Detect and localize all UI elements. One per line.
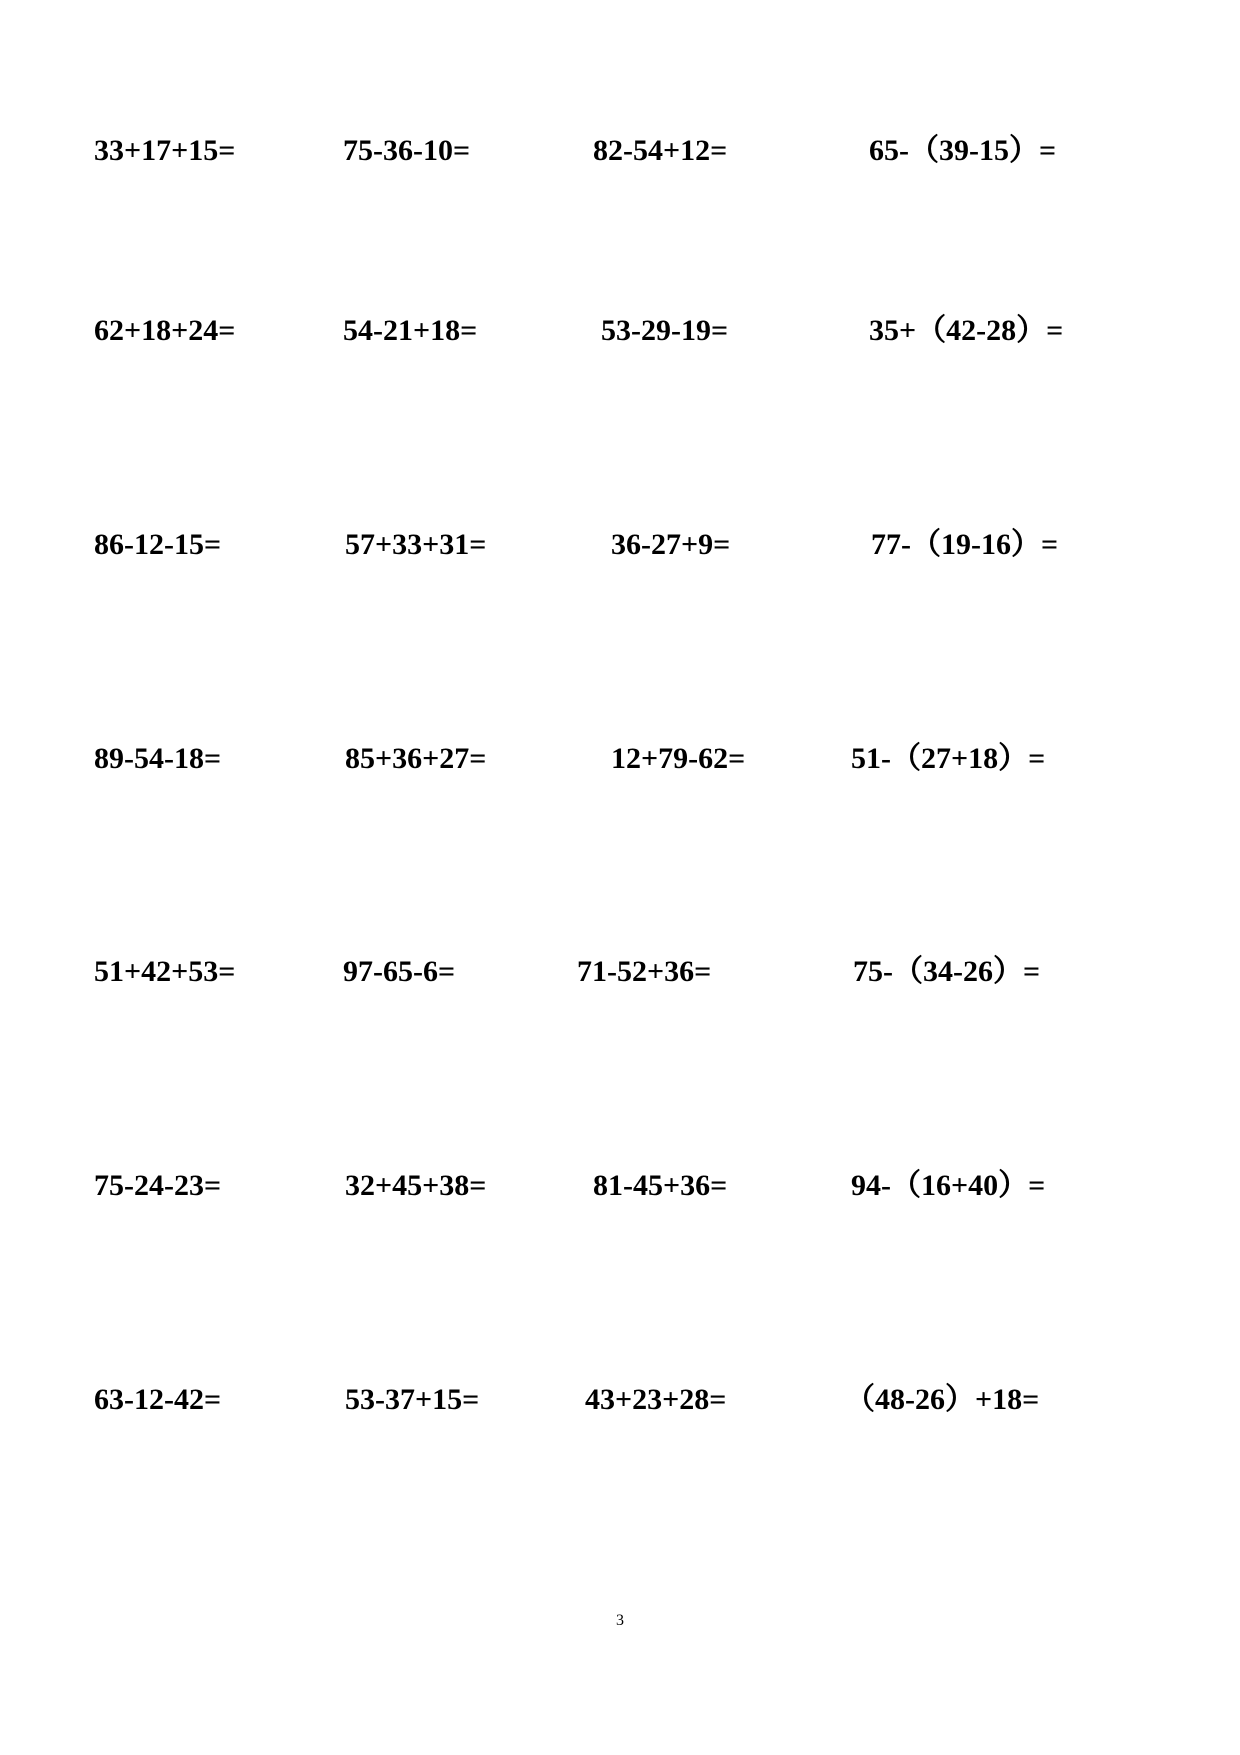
math-problem: 75-24-23= bbox=[94, 1169, 222, 1202]
page-number: 3 bbox=[616, 1612, 624, 1629]
math-problem: 36-27+9= bbox=[611, 528, 731, 561]
math-problem: 43+23+28= bbox=[585, 1383, 727, 1416]
math-problem: 51-（27+18）= bbox=[851, 742, 1046, 775]
problem-row bbox=[0, 1380, 1240, 1420]
math-problem: 97-65-6= bbox=[343, 955, 456, 988]
math-problem: 81-45+36= bbox=[593, 1169, 728, 1202]
math-problem: 57+33+31= bbox=[345, 528, 487, 561]
problem-row bbox=[0, 739, 1240, 779]
math-problem: （48-26）+18= bbox=[845, 1383, 1040, 1416]
math-problem: 85+36+27= bbox=[345, 742, 487, 775]
math-problem: 65-（39-15）= bbox=[869, 134, 1057, 167]
math-problem: 53-29-19= bbox=[601, 314, 729, 347]
math-problem: 33+17+15= bbox=[94, 134, 236, 167]
math-problem: 75-（34-26）= bbox=[853, 955, 1041, 988]
math-problem: 94-（16+40）= bbox=[851, 1169, 1046, 1202]
problem-row bbox=[0, 311, 1240, 351]
problem-row bbox=[0, 1166, 1240, 1206]
math-problem: 53-37+15= bbox=[345, 1383, 480, 1416]
math-problem: 82-54+12= bbox=[593, 134, 728, 167]
problem-row bbox=[0, 131, 1240, 171]
math-problem: 62+18+24= bbox=[94, 314, 236, 347]
problem-row bbox=[0, 952, 1240, 992]
math-problem: 77-（19-16）= bbox=[871, 528, 1059, 561]
math-problem: 35+（42-28）= bbox=[869, 314, 1064, 347]
math-problem: 89-54-18= bbox=[94, 742, 222, 775]
problem-row bbox=[0, 525, 1240, 565]
math-problem: 86-12-15= bbox=[94, 528, 222, 561]
math-problem: 71-52+36= bbox=[577, 955, 712, 988]
math-problem: 51+42+53= bbox=[94, 955, 236, 988]
math-problem: 54-21+18= bbox=[343, 314, 478, 347]
math-problem: 32+45+38= bbox=[345, 1169, 487, 1202]
math-problem: 12+79-62= bbox=[611, 742, 746, 775]
math-problem: 63-12-42= bbox=[94, 1383, 222, 1416]
math-problem: 75-36-10= bbox=[343, 134, 471, 167]
